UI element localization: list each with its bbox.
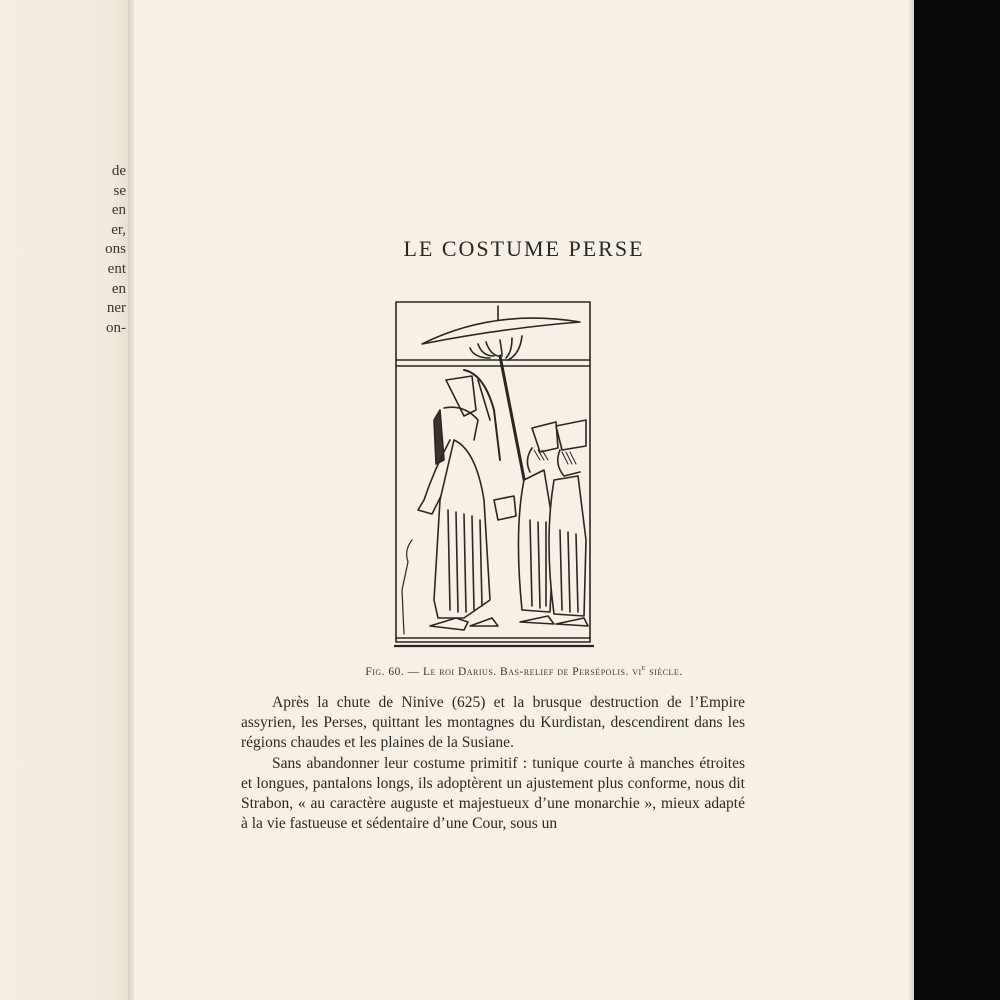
paragraph: Après la chute de Ninive (625) et la brusque destruction de l’Empire assyrien, les Perses, quittant les montagnes du Kurdistan, descendirent dans les régions chaudes et les plaines de la Susiane. — [241, 694, 745, 752]
left-fragment-line: en — [111, 280, 126, 297]
left-fragment-line: ons — [105, 241, 126, 258]
background-edge — [914, 0, 1000, 1000]
bas-relief-illustration — [394, 300, 594, 655]
figure-caption — [134, 663, 914, 678]
paragraph: Sans abandonner leur costume primitif : tunique courte à manches étroites et longues, pantalons longs, ils adoptèrent un ajustement plus conforme, nous dit Strabon, « au caractère auguste et majestueux d’une monarchie », mieux adapté à la vie fastueuse et sédentaire d’une Cour, sous un — [241, 754, 745, 833]
chapter-title: LE COSTUME PERSE — [403, 236, 645, 261]
left-fragment-line: ent — [107, 260, 126, 277]
bas-relief-drawing — [394, 300, 594, 655]
right-page — [134, 0, 914, 1000]
left-fragment-line: de — [111, 163, 126, 179]
left-page — [0, 0, 132, 1000]
caption-text: Fig. 60. — Le roi Darius. Bas-relief de Persépolis. vi — [365, 665, 642, 678]
caption-tail: siècle. — [645, 665, 683, 678]
body-text — [241, 693, 745, 834]
caption-superscript: e — [641, 663, 646, 672]
left-fragment-line: er, — [111, 221, 126, 238]
left-fragment-line: on- — [106, 319, 126, 336]
left-fragment-line: se — [113, 182, 126, 199]
left-fragment-line: en — [111, 202, 126, 219]
left-page-text-fragments — [6, 162, 126, 338]
left-fragment-line: ner — [106, 300, 126, 317]
